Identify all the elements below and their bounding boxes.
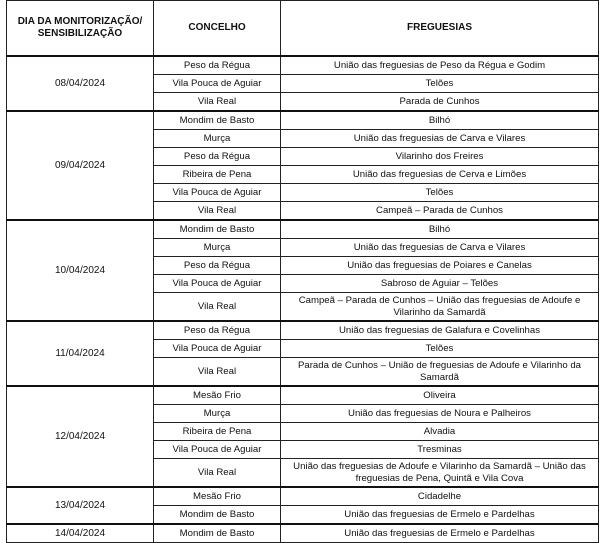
municipality-cell: Peso da Régua xyxy=(154,148,281,166)
table-row xyxy=(7,56,599,75)
parishes-cell: Telões xyxy=(281,75,599,93)
municipality-cell: Mondim de Basto xyxy=(154,220,281,239)
date-group xyxy=(7,487,599,524)
parishes-cell: Vilarinho dos Freires xyxy=(281,148,599,166)
municipality-cell: Ribeira de Pena xyxy=(154,166,281,184)
municipality-cell: Vila Pouca de Aguiar xyxy=(154,75,281,93)
date-cell: 13/04/2024 xyxy=(7,487,154,524)
municipality-cell: Peso da Régua xyxy=(154,56,281,75)
parishes-cell: União das freguesias de Noura e Palheiros xyxy=(281,405,599,423)
municipality-cell: Mondim de Basto xyxy=(154,506,281,525)
municipality-cell: Murça xyxy=(154,405,281,423)
table-row xyxy=(7,386,599,405)
municipality-cell: Vila Pouca de Aguiar xyxy=(154,184,281,202)
parishes-cell: União das freguesias de Poiares e Canelas xyxy=(281,257,599,275)
date-cell: 14/04/2024 xyxy=(7,524,154,543)
parishes-cell: Parada de Cunhos xyxy=(281,93,599,112)
parishes-cell: Telões xyxy=(281,340,599,358)
municipality-cell: Peso da Régua xyxy=(154,257,281,275)
date-group xyxy=(7,220,599,321)
parishes-cell: Cidadelhe xyxy=(281,487,599,506)
municipality-cell: Peso da Régua xyxy=(154,321,281,340)
municipality-cell: Mesão Frio xyxy=(154,386,281,405)
municipality-cell: Mondim de Basto xyxy=(154,111,281,130)
date-group xyxy=(7,321,599,386)
parishes-cell: Telões xyxy=(281,184,599,202)
table-row xyxy=(7,487,599,506)
table-row xyxy=(7,111,599,130)
municipality-cell: Vila Pouca de Aguiar xyxy=(154,340,281,358)
municipality-cell: Vila Real xyxy=(154,202,281,221)
municipality-cell: Ribeira de Pena xyxy=(154,423,281,441)
parishes-cell: União das freguesias de Galafura e Covelinhas xyxy=(281,321,599,340)
municipality-cell: Mondim de Basto xyxy=(154,524,281,543)
parishes-cell: União das freguesias de Cerva e Limões xyxy=(281,166,599,184)
parishes-cell: União das freguesias de Ermelo e Pardelhas xyxy=(281,524,599,543)
parishes-cell: Bilhó xyxy=(281,220,599,239)
date-group xyxy=(7,56,599,111)
parishes-cell: Sabroso de Aguiar – Telões xyxy=(281,275,599,293)
parishes-cell: Alvadia xyxy=(281,423,599,441)
date-group xyxy=(7,386,599,487)
parishes-cell: União das freguesias de Carva e Vilares xyxy=(281,239,599,257)
municipality-cell: Murça xyxy=(154,239,281,257)
municipality-cell: Vila Pouca de Aguiar xyxy=(154,441,281,459)
parishes-cell: Bilhó xyxy=(281,111,599,130)
parishes-cell: Parada de Cunhos – União de freguesias de Adoufe e Vilarinho da Samardã xyxy=(281,358,599,387)
date-cell: 09/04/2024 xyxy=(7,111,154,220)
parishes-cell: Oliveira xyxy=(281,386,599,405)
date-cell: 10/04/2024 xyxy=(7,220,154,321)
table-row xyxy=(7,220,599,239)
table-row xyxy=(7,321,599,340)
parishes-cell: União das freguesias de Peso da Régua e Godim xyxy=(281,56,599,75)
header-parishes: FREGUESIAS xyxy=(281,1,599,57)
date-cell: 12/04/2024 xyxy=(7,386,154,487)
parishes-cell: União das freguesias de Ermelo e Pardelhas xyxy=(281,506,599,525)
parishes-cell: Tresminas xyxy=(281,441,599,459)
date-group xyxy=(7,111,599,220)
header-municipality: CONCELHO xyxy=(154,1,281,57)
schedule-table xyxy=(6,0,599,543)
header-row xyxy=(7,1,599,57)
municipality-cell: Mesão Frio xyxy=(154,487,281,506)
municipality-cell: Vila Pouca de Aguiar xyxy=(154,275,281,293)
header-date: DIA DA MONITORIZAÇÃO/ SENSIBILIZAÇÃO xyxy=(7,1,154,57)
municipality-cell: Vila Real xyxy=(154,459,281,488)
municipality-cell: Vila Real xyxy=(154,293,281,322)
parishes-cell: Campeã – Parada de Cunhos xyxy=(281,202,599,221)
date-cell: 08/04/2024 xyxy=(7,56,154,111)
parishes-cell: União das freguesias de Adoufe e Vilarinho da Samardã – União das freguesias de Pena, Quintã e Vila Cova xyxy=(281,459,599,488)
date-cell: 11/04/2024 xyxy=(7,321,154,386)
municipality-cell: Vila Real xyxy=(154,93,281,112)
parishes-cell: União das freguesias de Carva e Vilares xyxy=(281,130,599,148)
municipality-cell: Murça xyxy=(154,130,281,148)
parishes-cell: Campeã – Parada de Cunhos – União das freguesias de Adoufe e Vilarinho da Samardã xyxy=(281,293,599,322)
municipality-cell: Vila Real xyxy=(154,358,281,387)
